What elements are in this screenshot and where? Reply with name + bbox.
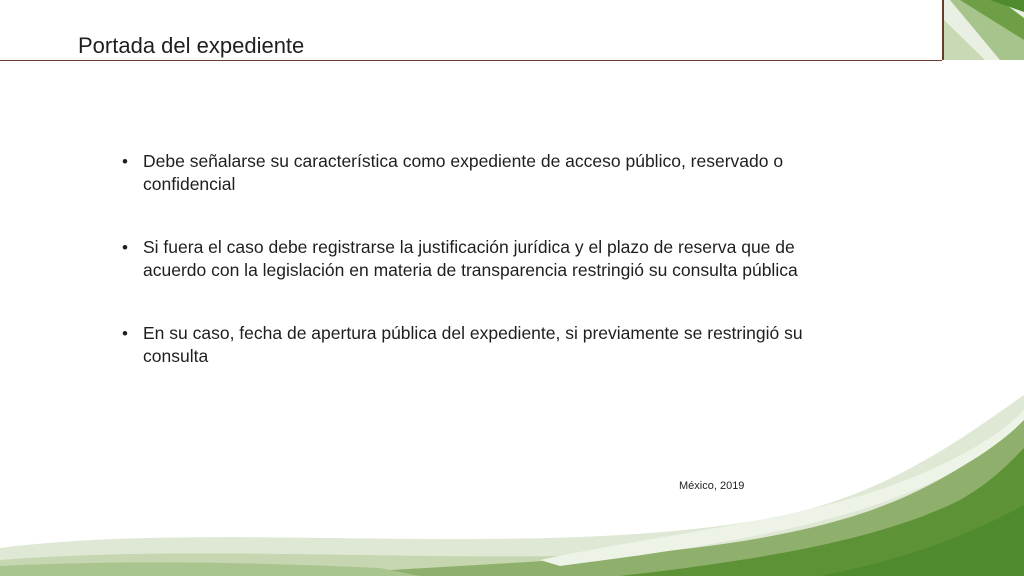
corner-decoration — [944, 0, 1024, 60]
bullet-text: En su caso, fecha de apertura pública del expediente, si previamente se restringió su consulta — [143, 323, 803, 366]
bullet-item — [122, 150, 842, 196]
slide-title: Portada del expediente — [78, 33, 305, 58]
bullet-item — [122, 236, 842, 282]
corner-divider — [942, 0, 944, 60]
bullet-text: Debe señalarse su característica como expediente de acceso público, reservado o confidencial — [143, 151, 784, 194]
bullet-item — [122, 322, 842, 368]
footer-location-date: México, 2019 — [679, 480, 745, 492]
bullet-icon: • — [122, 152, 128, 171]
bullet-icon: • — [122, 238, 128, 257]
bullet-icon: • — [122, 324, 128, 343]
bullet-list — [122, 150, 842, 408]
title-divider — [0, 60, 942, 61]
bullet-text: Si fuera el caso debe registrarse la justificación jurídica y el plazo de reserva que de acuerdo con la legislación en materia de transparencia restringió su consulta pública — [143, 237, 798, 280]
